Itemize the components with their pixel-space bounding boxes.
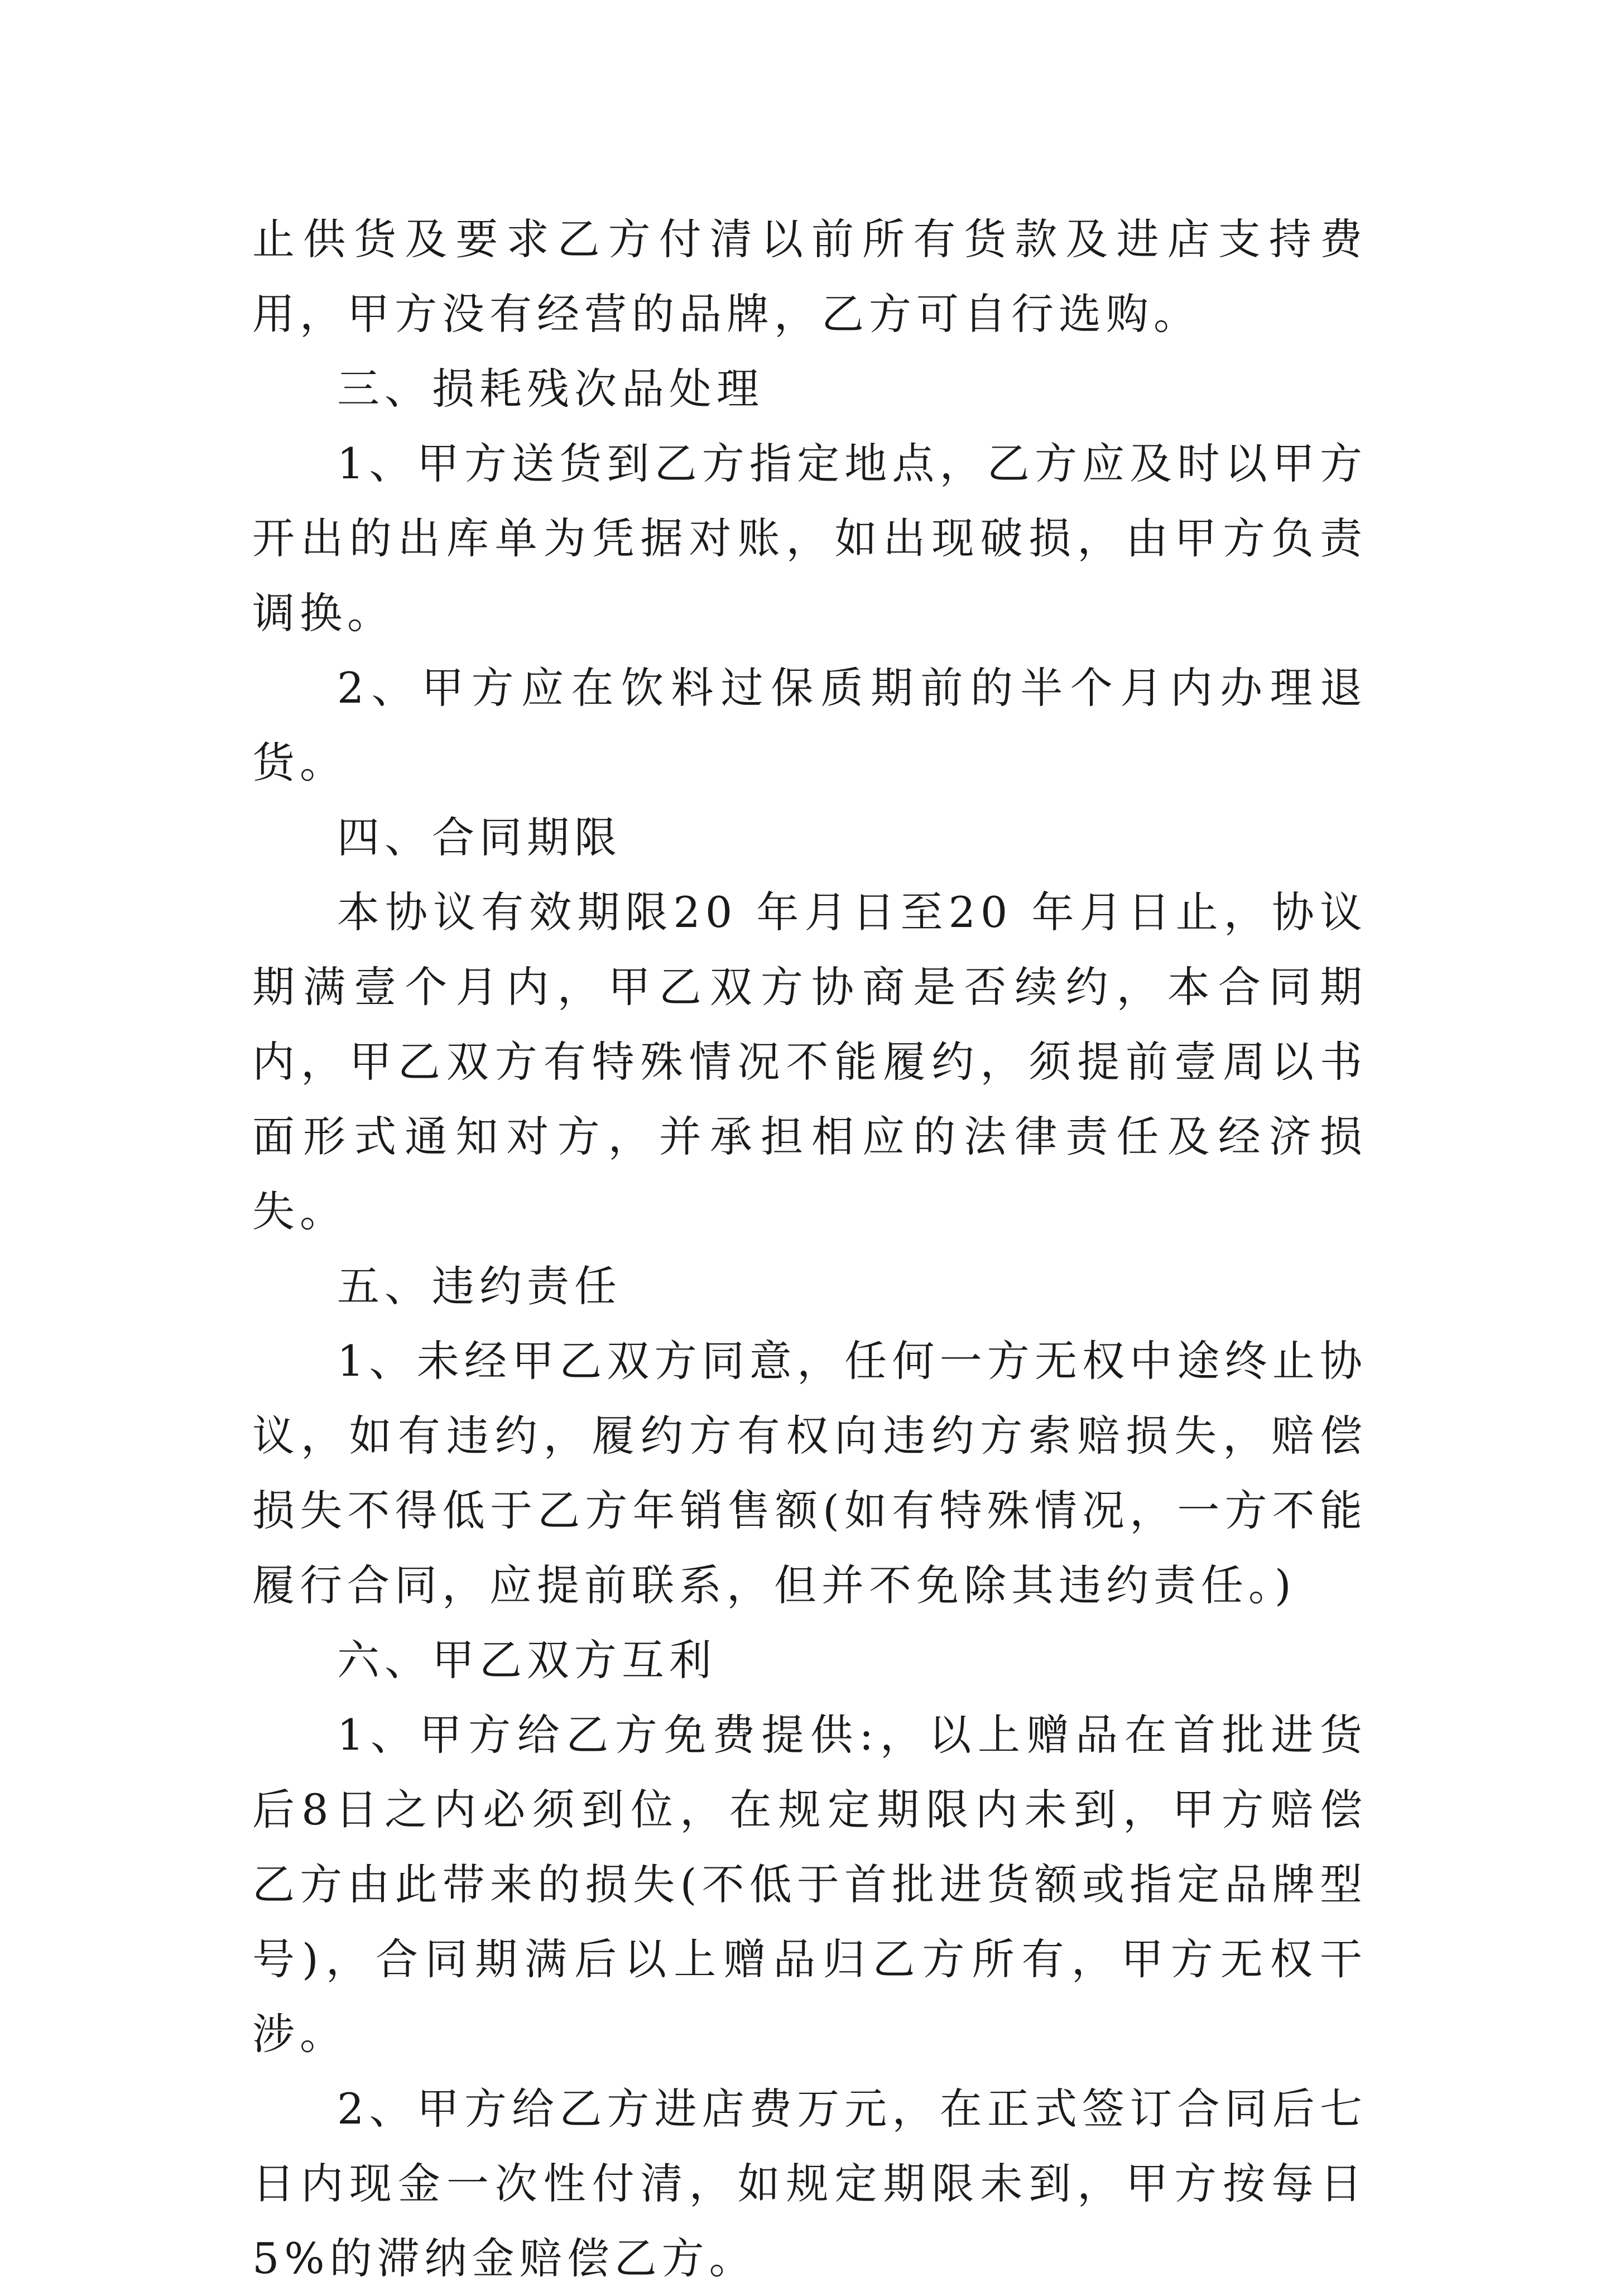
paragraph-6-1: 1、甲方给乙方免费提供:，以上赠品在首批进货后8日之内必须到位，在规定期限内未到，甲方赔偿乙方由此带来的损失(不低于首批进货额或指定品牌型号)，合同期满后以上赠品归乙方所有，甲方无权干涉。 [252,1710,1367,2059]
paragraph-3-2: 2、甲方应在饮料过保质期前的半个月内办理退货。 [252,663,1367,787]
section-heading-6: 六、甲乙双方互利 [337,1635,717,1685]
paragraph-continuation: 止供货及要求乙方付清以前所有货款及进店支持费用，甲方没有经营的品牌，乙方可自行选购。 [252,214,1367,339]
paragraph-5-1: 1、未经甲乙双方同意，任何一方无权中途终止协议，如有违约，履约方有权向违约方索赔损失，赔偿损失不得低于乙方年销售额(如有特殊情况，一方不能履行合同，应提前联系，但并不免除其违约责任。) [252,1336,1367,1610]
paragraph-6-2: 2、甲方给乙方进店费万元，在正式签订合同后七日内现金一次性付清，如规定期限未到，甲方按每日5%的滞纳金赔偿乙方。 [252,2084,1367,2283]
section-heading-3: 三、损耗残次品处理 [337,364,764,414]
paragraph-4: 本协议有效期限20 年月日至20 年月日止，协议期满壹个月内，甲乙双方协商是否续约，本合同期内，甲乙双方有特殊情况不能履约，须提前壹周以书面形式通知对方，并承担相应的法律责任及经济损失。 [252,887,1367,1236]
section-heading-4: 四、合同期限 [337,813,622,862]
section-heading-5: 五、违约责任 [337,1261,622,1311]
paragraph-3-1: 1、甲方送货到乙方指定地点，乙方应及时以甲方开出的出库单为凭据对账，如出现破损，由甲方负责调换。 [252,439,1367,638]
document-body [252,202,1367,2296]
